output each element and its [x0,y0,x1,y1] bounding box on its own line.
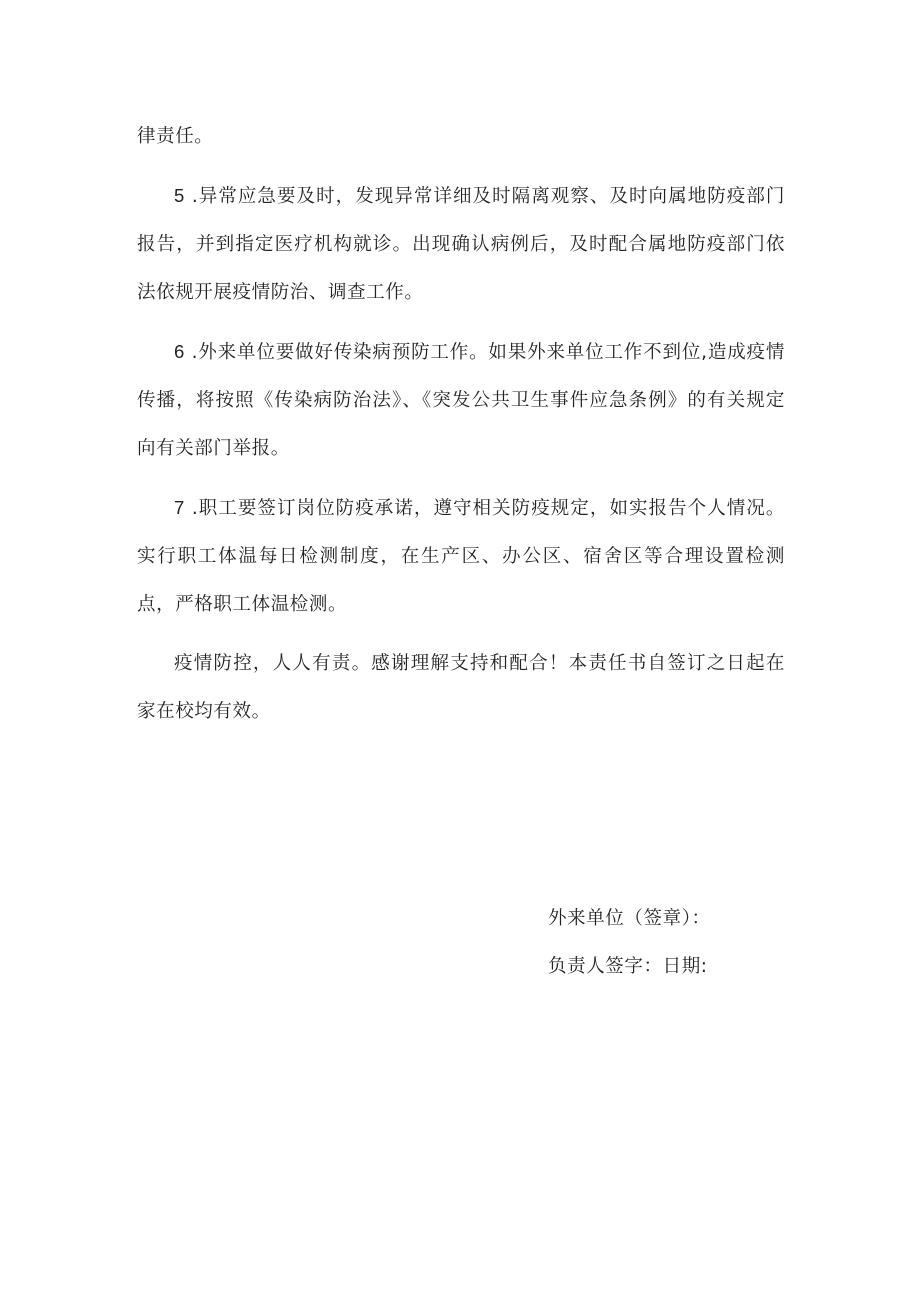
signature-block [548,895,888,991]
document-body [137,113,785,747]
paragraph-text: 律责任。 [137,126,214,147]
unit-seal-label: 外来单位（签章）： [548,908,711,929]
paragraph-continuation [137,113,785,161]
paragraph-text: .异常应急要及时，发现异常详细及时隔离观察、及时向属地防疫部门报告，并到指定医疗机构就诊。出现确认病例后，及时配合属地防疫部门依法依规开展疫情防治、调查工作。 [137,186,785,303]
paragraph-text: 疫情防控，人人有责。感谢理解支持和配合！本责任书自签订之日起在家在校均有效。 [137,653,785,722]
paragraph-closing [137,640,785,736]
paragraph-item-6 [137,328,785,473]
paragraph-text: .职工要签订岗位防疫承诺，遵守相关防疫规定，如实报告个人情况。实行职工体温每日检测制度，在生产区、办公区、宿舍区等合理设置检测点，严格职工体温检测。 [137,498,785,615]
item-number: 5 [174,185,185,206]
item-number: 6 [174,341,185,362]
paragraph-text: .外来单位要做好传染病预防工作。如果外来单位工作不到位,造成疫情传播，将按照《传染病防治法》、《突发公共卫生事件应急条例》的有关规定向有关部门举报。 [137,342,785,459]
item-number: 7 [174,497,185,518]
paragraph-item-7 [137,484,785,629]
paragraph-item-5 [137,172,785,317]
signer-date-label: 负责人签字：日期: [548,956,708,977]
